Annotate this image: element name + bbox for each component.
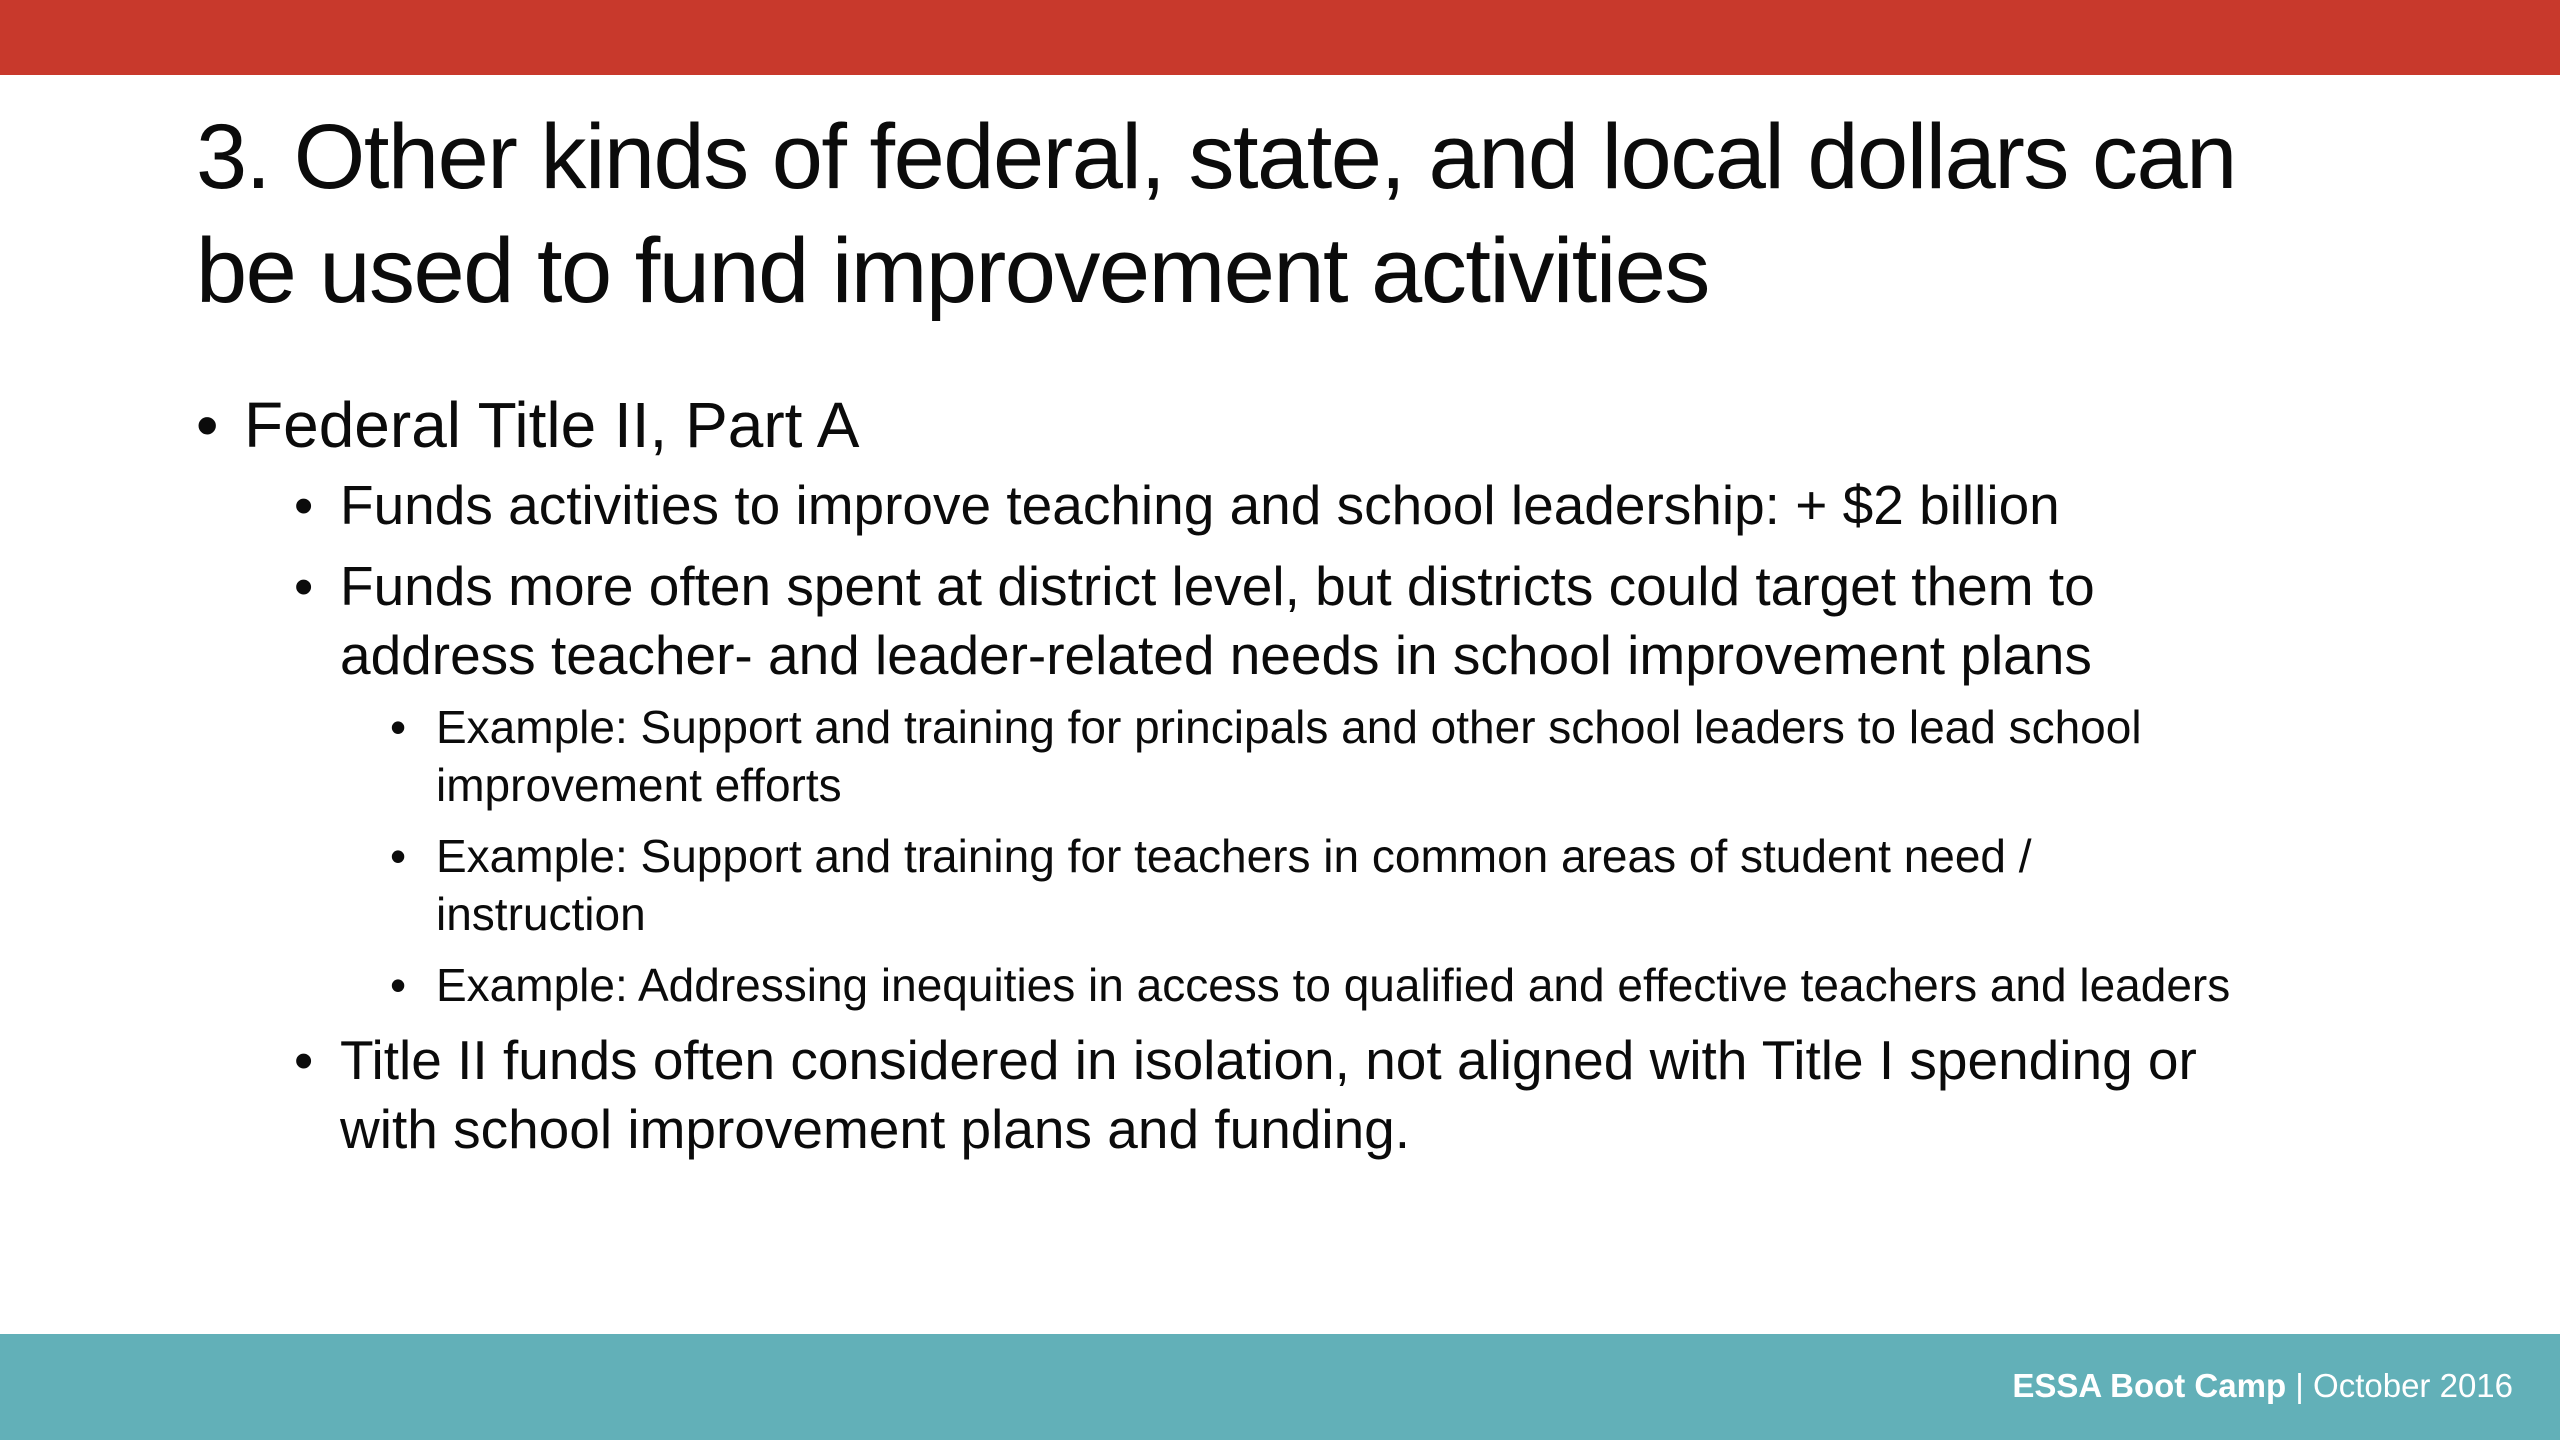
bullet-text-line-2: address teacher- and leader-related needs in school improvement plans: [340, 624, 2092, 686]
bullet-text: Funds activities to improve teaching and school leadership: + $2 billion: [340, 474, 2060, 536]
bullet-funds-district-level: [196, 552, 2396, 690]
bullet-federal-title-ii: [196, 385, 2396, 465]
slide-title: [196, 100, 2446, 328]
footer-event: ESSA Boot Camp: [2012, 1367, 2287, 1404]
footer-bar: [0, 1334, 2560, 1440]
bullet-text-line-2: instruction: [436, 888, 646, 940]
bullet-text: Example: Addressing inequities in access to qualified and effective teachers and leaders: [436, 959, 2231, 1011]
bullet-funds-activities: [196, 471, 2396, 540]
top-accent-bar: [0, 0, 2560, 75]
bullet-text-line-2: with school improvement plans and funding.: [340, 1098, 1411, 1160]
footer-caption: [2012, 1364, 2513, 1408]
slide-title-line-2: be used to fund improvement activities: [196, 220, 1709, 322]
bullet-text-line-1: Funds more often spent at district level, but districts could target them to: [340, 555, 2095, 617]
bullet-dot-icon: •: [294, 555, 314, 617]
bullet-dot-icon: •: [390, 701, 407, 753]
slide-title-line-1: 3. Other kinds of federal, state, and local dollars can: [196, 106, 2236, 208]
bullet-text-line-2: improvement efforts: [436, 759, 842, 811]
bullet-text-line-1: Example: Support and training for teachers in common areas of student need /: [436, 830, 2032, 882]
bullet-dot-icon: •: [390, 959, 407, 1011]
footer-date: October 2016: [2313, 1367, 2513, 1404]
bullet-example-principals: [196, 698, 2396, 814]
bullet-title-ii-isolation: [196, 1026, 2396, 1164]
bullet-text-line-1: Example: Support and training for principals and other school leaders to lead school: [436, 701, 2142, 753]
bullet-example-inequities: [196, 956, 2396, 1014]
bullet-text: Federal Title II, Part A: [244, 389, 860, 461]
footer-separator: |: [2295, 1367, 2304, 1404]
bullet-dot-icon: •: [294, 474, 314, 536]
slide-body: [196, 385, 2396, 1164]
bullet-dot-icon: •: [196, 389, 219, 461]
bullet-text-line-1: Title II funds often considered in isolation, not aligned with Title I spending or: [340, 1029, 2197, 1091]
bullet-example-teachers: [196, 827, 2396, 943]
bullet-dot-icon: •: [294, 1029, 314, 1091]
bullet-dot-icon: •: [390, 830, 407, 882]
